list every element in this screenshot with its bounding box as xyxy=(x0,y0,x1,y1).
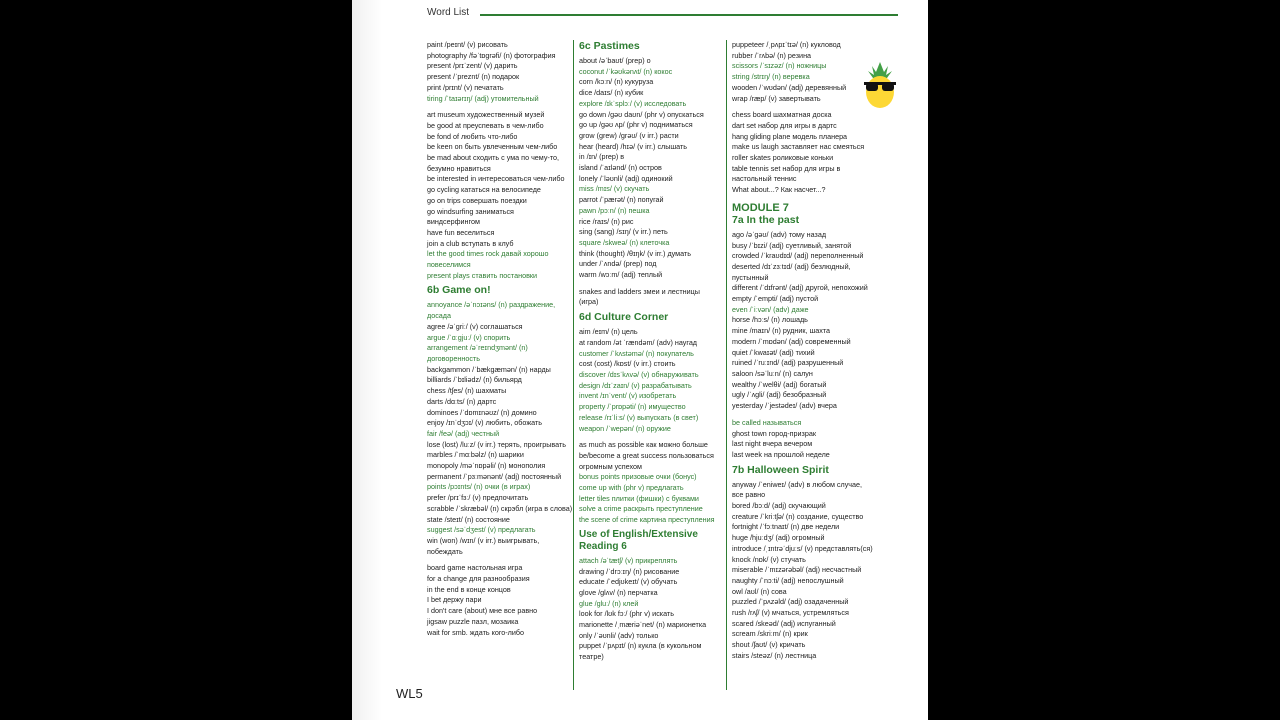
word-entry: lose (lost) /luːz/ (v irr.) терять, проигрывать xyxy=(427,439,567,449)
word-entry: dominoes /ˈdɒmɪnəʊz/ (n) домино xyxy=(427,407,537,417)
section-heading: Use of English/Extensive Reading 6 xyxy=(579,528,698,552)
phrase-entry: be good at преуспевать в чем-либо xyxy=(427,120,544,130)
word-entry: puppet /ˈpʌpɪt/ (n) кукла (в кукольном театре) xyxy=(579,641,702,662)
word-entry: grow (grew) /ɡrəʊ/ (v irr.) расти xyxy=(579,130,679,140)
word-entry: arrangement /əˈreɪndʒmənt/ (n) договоренность xyxy=(427,343,528,363)
word-entry: permanent /ˈpɜːmənənt/ (adj) постоянный xyxy=(427,471,562,481)
word-entry: marbles /ˈmɑːbəlz/ (n) шарики xyxy=(427,450,524,460)
phrase-entry: I bet держу пари xyxy=(427,595,482,605)
column-divider-2 xyxy=(726,40,727,690)
page-content xyxy=(352,0,928,720)
phrase-entry: bonus points призовые очки (бонус) xyxy=(579,472,697,482)
word-entry: annoyance /əˈnɔɪəns/ (n) раздражение, досада xyxy=(427,300,556,321)
section-heading: 6b Game on! xyxy=(427,284,491,297)
word-entry: fortnight /ˈfɔːtnaɪt/ (n) две недели xyxy=(732,522,840,532)
phrase-entry: ghost town город-призрак xyxy=(732,428,816,438)
word-entry: think (thought) /θɪŋk/ (v irr.) думать xyxy=(579,248,691,258)
phrase-entry: roller skates роликовые коньки xyxy=(732,153,834,163)
word-entry: horse /hɔːs/ (n) лошадь xyxy=(732,315,808,325)
word-entry: educate /ˈedjʊkeɪt/ (v) обучать xyxy=(579,577,678,587)
phrase-entry: wait for smb. ждать кого-либо xyxy=(427,627,525,637)
phrase-entry: board game настольная игра xyxy=(427,563,523,573)
word-entry: marionette /ˌmæriəˈnet/ (n) марионетка xyxy=(579,620,707,630)
word-entry: anyway /ˈeniweɪ/ (adv) в любом случае, все равно xyxy=(732,479,863,500)
phrase-entry: chess board шахматная доска xyxy=(732,110,832,120)
word-entry: puzzled /ˈpʌzəld/ (adj) озадаченный xyxy=(732,597,849,607)
word-entry: present /prɪˈzent/ (v) дарить xyxy=(427,61,518,71)
word-entry: warm /wɔːm/ (adj) теплый xyxy=(579,270,663,280)
word-entry: rush /rʌʃ/ (v) мчаться, устремляться xyxy=(732,608,849,618)
word-entry: puppeteer /ˌpʌpɪˈtɪə/ (n) кукловод xyxy=(732,40,841,49)
word-entry: even /ˈiːvən/ (adv) даже xyxy=(732,304,809,314)
phrase-entry: go on trips совершать поездки xyxy=(427,195,527,205)
word-entry: yesterday /ˈjestədeɪ/ (adv) вчера xyxy=(732,401,837,411)
word-entry: paint /peɪnt/ (v) рисовать xyxy=(427,40,508,49)
word-entry: wooden /ˈwʊdən/ (adj) деревянный xyxy=(732,82,847,92)
word-entry: billiards /ˈbɪliədz/ (n) бильярд xyxy=(427,375,522,385)
phrase-entry: jigsaw puzzle пазл, мозаика xyxy=(427,616,519,626)
word-entry: attach /əˈtætʃ/ (v) прикреплять xyxy=(579,555,678,565)
word-entry: invent /ɪnˈvent/ (v) изобретать xyxy=(579,391,677,401)
word-entry: wrap /ræp/ (v) завертывать xyxy=(732,93,821,103)
word-entry: crowded /ˈkraʊdɪd/ (adj) переполненный xyxy=(732,251,864,261)
word-entry: huge /hjuːdʒ/ (adj) огромный xyxy=(732,533,825,543)
word-entry: rubber /ˈrʌbə/ (n) резина xyxy=(732,50,812,60)
phrase-entry: for a change для разнообразия xyxy=(427,574,530,584)
word-entry: argue /ˈɑːɡjuː/ (v) спорить xyxy=(427,332,511,342)
word-entry: modern /ˈmɒdən/ (adj) современный xyxy=(732,336,851,346)
word-entry: quiet /ˈkwaɪət/ (adj) тихий xyxy=(732,347,815,357)
phrase-entry: I don't care (about) мне все равно xyxy=(427,606,538,616)
phrase-entry: come up with (phr v) предлагать xyxy=(579,483,684,493)
word-entry: go down /ɡəʊ daʊn/ (phr v) опускаться xyxy=(579,109,704,119)
word-entry: miserable /ˈmɪzərəbəl/ (adj) несчастный xyxy=(732,565,862,575)
phrase-entry: hang gliding plane модель планера xyxy=(732,131,848,141)
word-entry: glue /ɡluː/ (n) клей xyxy=(579,598,639,608)
phrase-entry: solve a crime раскрыть преступление xyxy=(579,504,703,514)
phrase-entry: let the good times rock давай хорошо повеселимся xyxy=(427,249,549,270)
module-heading: MODULE 7 xyxy=(732,201,789,214)
word-entry: different /ˈdɪfrənt/ (adj) другой, непохожий xyxy=(732,283,868,293)
word-entry: points /pɔɪnts/ (n) очки (в играх) xyxy=(427,482,531,492)
word-entry: look for /lʊk fɔː/ (phr v) искать xyxy=(579,609,674,619)
phrase-entry: be/become a great success пользоваться огромным успехом xyxy=(579,450,714,471)
word-entry: glove /ɡlʌv/ (n) перчатка xyxy=(579,587,658,597)
word-entry: state /steɪt/ (n) состояние xyxy=(427,514,510,524)
word-entry: property /ˈprɒpəti/ (n) имущество xyxy=(579,402,686,412)
word-entry: explore /ɪkˈsplɔː/ (v) исследовать xyxy=(579,98,687,108)
word-entry: present /ˈpreznt/ (n) подарок xyxy=(427,72,520,82)
phrase-entry: What about...? Как насчет...? xyxy=(732,185,826,195)
word-entry: about /əˈbaʊt/ (prep) о xyxy=(579,56,651,65)
word-entry: naughty /ˈnɔːti/ (adj) непослушный xyxy=(732,575,844,585)
phrase-entry: table tennis set набор для игры в настольный теннис xyxy=(732,163,841,184)
word-entry: in /ɪn/ (prep) в xyxy=(579,152,625,162)
word-entry: chess /tʃes/ (n) шахматы xyxy=(427,386,507,396)
word-entry: knock /nɒk/ (v) стучать xyxy=(732,554,806,564)
word-entry: cost (cost) /kɒst/ (v irr.) стоить xyxy=(579,359,676,369)
word-entry: busy /ˈbɪzi/ (adj) суетливый, занятой xyxy=(732,240,852,250)
word-entry: only /ˈəʊnli/ (adv) только xyxy=(579,630,659,640)
phrase-entry: as much as possible как можно больше xyxy=(579,440,708,450)
word-entry: discover /dɪsˈkʌvə/ (v) обнаруживать xyxy=(579,369,699,379)
phrase-entry: last week на прошлой неделе xyxy=(732,449,830,459)
word-entry: pawn /pɔːn/ (n) пешка xyxy=(579,205,650,215)
word-entry: shout /ʃaʊt/ (v) кричать xyxy=(732,640,806,650)
word-entry: agree /əˈɡriː/ (v) соглашаться xyxy=(427,321,523,331)
word-entry: weapon /ˈwepən/ (n) оружие xyxy=(579,423,671,433)
word-entry: fair /feə/ (adj) честный xyxy=(427,428,500,438)
phrase-entry: go cycling кататься на велосипеде xyxy=(427,185,541,195)
phrase-entry: last night вчера вечером xyxy=(732,439,813,449)
section-heading: 6c Pastimes xyxy=(579,40,640,52)
phrase-entry: go windsurfing заниматься виндсерфингом xyxy=(427,206,514,227)
word-entry: scrabble /ˈskræbəl/ (n) скрэбл (игра в слова) xyxy=(427,503,573,513)
word-entry: sing (sang) /sɪŋ/ (v irr.) петь xyxy=(579,227,668,237)
word-entry: win (won) /wɪn/ (v irr.) выигрывать, побеждать xyxy=(427,535,540,556)
word-list-column-2 xyxy=(579,40,719,663)
phrase-entry: be keen on быть увлеченным чем-либо xyxy=(427,142,558,152)
word-entry: dice /daɪs/ (n) кубик xyxy=(579,88,644,98)
word-entry: under /ˈʌndə/ (prep) под xyxy=(579,259,657,269)
word-entry: customer /ˈkʌstəmə/ (n) покупатель xyxy=(579,348,694,358)
word-entry: tiring /ˈtaɪərɪŋ/ (adj) утомительный xyxy=(427,93,539,103)
word-entry: empty /ˈempti/ (adj) пустой xyxy=(732,294,819,304)
word-entry: darts /dɑːts/ (n) дартс xyxy=(427,396,497,406)
phrase-entry: in the end в конце концов xyxy=(427,584,511,594)
word-entry: introduce /ˌɪntrəˈdjuːs/ (v) представлять(ся) xyxy=(732,543,873,553)
word-entry: backgammon /ˈbækɡæmən/ (n) нарды xyxy=(427,364,551,374)
word-entry: hear (heard) /hɪə/ (v irr.) слышать xyxy=(579,141,688,151)
word-entry: coconut /ˈkəʊkənʌt/ (n) кокос xyxy=(579,66,673,76)
word-entry: scissors /ˈsɪzəz/ (n) ножницы xyxy=(732,61,827,71)
phrase-entry: be called называться xyxy=(732,417,802,427)
word-entry: aim /eɪm/ (n) цель xyxy=(579,327,638,337)
word-entry: enjoy /ɪnˈdʒɔɪ/ (v) любить, обожать xyxy=(427,418,543,428)
word-entry: ugly /ˈʌɡli/ (adj) безобразный xyxy=(732,390,827,400)
word-entry: prefer /prɪˈfɜː/ (v) предпочитать xyxy=(427,493,529,503)
phrase-entry: letter tiles плитки (фишки) с буквами xyxy=(579,493,699,503)
section-heading: 7a In the past xyxy=(732,213,800,226)
page-header-title: Word List xyxy=(427,7,470,18)
phrase-entry: be mad about сходить с ума по чему-то, безумно нравиться xyxy=(427,153,560,173)
phrase-entry: dart set набор для игры в дартс xyxy=(732,120,837,130)
word-entry: saloon /səˈluːn/ (n) салун xyxy=(732,368,813,378)
word-entry: square /skweə/ (n) клеточка xyxy=(579,237,670,247)
word-entry: release /rɪˈliːs/ (v) выпускать (в свет) xyxy=(579,412,699,422)
word-entry: scream /skriːm/ (n) крик xyxy=(732,629,808,639)
word-entry: monopoly /məˈnɒpəli/ (n) монополия xyxy=(427,461,546,471)
section-heading: 7b Halloween Spirit xyxy=(732,463,829,476)
word-entry: design /dɪˈzaɪn/ (v) разрабатывать xyxy=(579,380,692,390)
word-entry: lonely /ˈləʊnli/ (adj) одинокий xyxy=(579,173,673,183)
word-entry: stairs /steəz/ (n) лестница xyxy=(732,650,817,660)
pineapple-sunglasses-icon xyxy=(862,60,898,110)
word-entry: suggest /səˈdʒest/ (v) предлагать xyxy=(427,525,536,535)
word-entry: photography /fəˈtɒɡrəfi/ (n) фотография xyxy=(427,50,556,60)
word-entry: miss /mɪs/ (v) скучать xyxy=(579,184,650,194)
word-entry: wealthy /ˈwelθi/ (adj) богатый xyxy=(732,379,827,389)
word-entry: corn /kɔːn/ (n) кукуруза xyxy=(579,77,654,87)
phrase-entry: snakes and ladders змеи и лестницы (игра) xyxy=(579,286,700,307)
word-entry: drawing /ˈdrɔːɪŋ/ (n) рисование xyxy=(579,566,680,576)
phrase-entry: the scene of crime картина преступления xyxy=(579,515,715,525)
column-divider-1 xyxy=(573,40,574,690)
section-heading: 6d Culture Corner xyxy=(579,311,669,324)
phrase-entry: join a club вступать в клуб xyxy=(427,238,514,248)
word-entry: owl /aʊl/ (n) сова xyxy=(732,586,787,596)
word-entry: scared /skeəd/ (adj) испуганный xyxy=(732,618,836,628)
word-entry: parrot /ˈpærət/ (n) попугай xyxy=(579,195,664,205)
page-number: WL5 xyxy=(396,686,423,701)
word-entry: ago /əˈɡəʊ/ (adv) тому назад xyxy=(732,229,827,239)
phrase-entry: have fun веселиться xyxy=(427,227,495,237)
word-entry: print /prɪnt/ (v) печатать xyxy=(427,82,504,92)
word-list-column-1 xyxy=(427,40,573,638)
word-entry: mine /maɪn/ (n) рудник, шахта xyxy=(732,326,830,336)
phrase-entry: present plays ставить постановки xyxy=(427,270,538,280)
word-entry: bored /bɔːd/ (adj) скучающий xyxy=(732,501,826,511)
word-list-column-3 xyxy=(732,40,872,662)
phrase-entry: be fond of любить что-либо xyxy=(427,131,518,141)
word-entry: go up /ɡəʊ ʌp/ (phr v) подниматься xyxy=(579,120,693,130)
phrase-entry: art museum художественный музей xyxy=(427,110,545,120)
word-entry: island /ˈaɪlənd/ (n) остров xyxy=(579,163,662,173)
word-entry: creature /ˈkriːtʃə/ (n) создание, существо xyxy=(732,511,864,521)
phrase-entry: be interested in интересоваться чем-либо xyxy=(427,174,565,184)
word-entry: rice /raɪs/ (n) рис xyxy=(579,216,634,226)
phrase-entry: make us laugh заставляет нас смеяться xyxy=(732,142,865,152)
word-entry: string /strɪŋ/ (n) веревка xyxy=(732,72,810,82)
header-rule xyxy=(480,14,898,16)
word-entry: deserted /dɪˈzɜːtɪd/ (adj) безлюдный, пустынный xyxy=(732,261,851,282)
word-entry: ruined /ˈruːɪnd/ (adj) разрушенный xyxy=(732,358,844,368)
word-entry: at random /ət ˈrændəm/ (adv) наугад xyxy=(579,337,698,347)
